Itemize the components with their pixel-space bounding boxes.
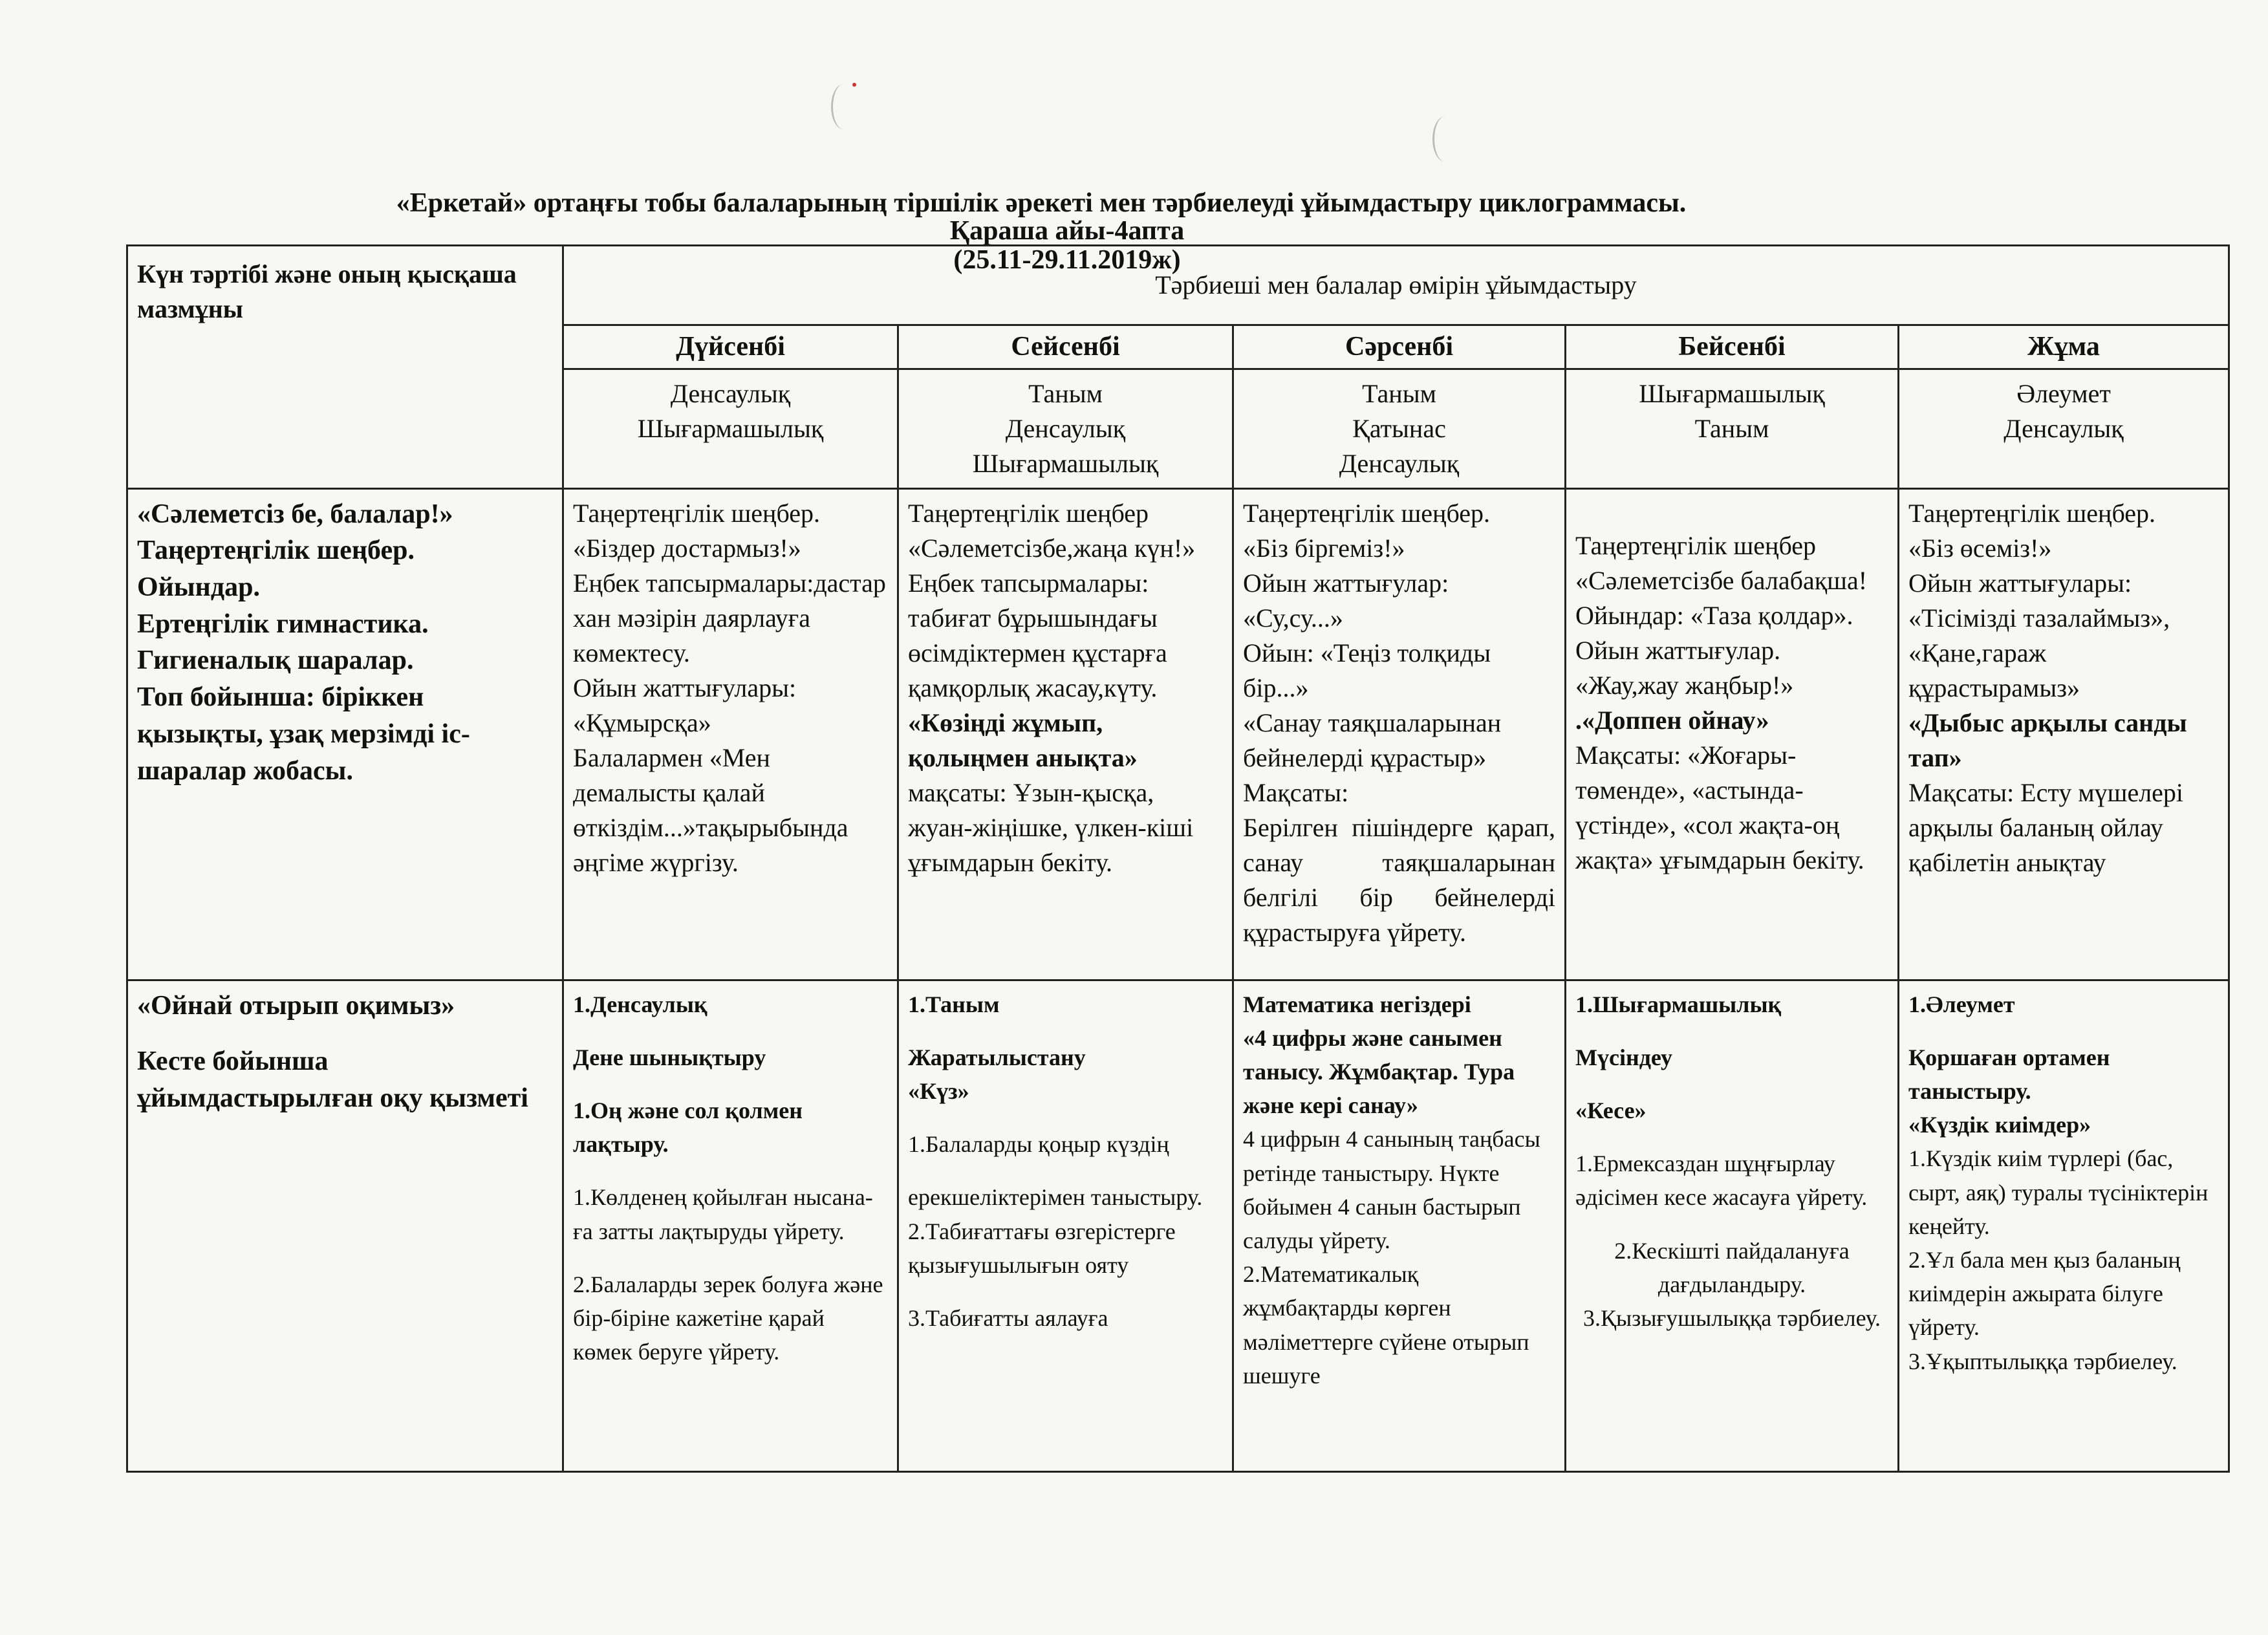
day-header-monday: Дүйсенбі [563,325,898,369]
cell-line: Ойын жаттығулар: «Су,су...» [1243,568,1449,633]
span-header: Тәрбиеші мен балалар өмірін ұйымдастыру [563,246,2229,325]
row-label-line: Топ бойынша: біріккен қызықты, ұзақ мерзімді іс-шаралар жобасы. [137,682,470,786]
cell-line: Мүсіндеу [1575,1044,1672,1070]
cell-line: «Дыбыс арқылы санды тап» [1908,708,2187,772]
spacer [908,1021,1223,1041]
area-label: Қатынас [1352,413,1446,443]
area-label: Әлеумет [2016,378,2111,408]
cell-line: Дене шынықтыру [573,1044,766,1070]
document-subtitle-month: Қараша айы-4апта [949,216,1185,246]
area-label: Денсаулық [670,378,791,408]
cell-lessons-friday [1899,980,2229,1471]
cell-line: Жаратылыстану [908,1044,1086,1070]
corner-header: Күн тәртібі және оның қысқаша мазмұны [127,246,563,489]
cell-line: Таңертеңгілік шеңбер. [1908,498,2156,528]
cell-line: «Біз біргеміз!» [1243,533,1405,563]
document-title: «Еркетай» ортаңғы тобы балаларының тіршілік әрекеті мен тәрбиелеуді ұйымдастыру циклограммасы. [396,188,1687,218]
cell-line: 1.Ермексаздан шұңғырлау әдісімен кесе жасауға үйрету. [1575,1151,1868,1211]
cell-line: мақсаты: Ұзын-қысқа, жуан-жіңішке, үлкен-кіші ұғымдарын бекіту. [908,777,1194,877]
cell-lessons-thursday [1566,980,1899,1471]
cell-line: «Көзіңді жұмып, қолыңмен анықта» [908,708,1138,772]
area-label: Денсаулық [2003,413,2124,443]
cell-line: Мақсаты: Есту мүшелері арқылы баланың ойлау қабілетін анықтау [1908,777,2184,877]
area-label: Шығармашылық [972,448,1159,478]
row-label-line: Гигиеналық шаралар. [137,645,414,676]
cell-line: 1.Көлденең қойылған нысана-ға затты лақтыруды үйрету. [573,1184,873,1244]
scan-mark [1432,116,1458,162]
cell-line: Мақсаты: [1243,777,1349,807]
cell-line: «Біздер достармыз!» [573,533,801,563]
spacer [573,1248,888,1268]
area-label: Денсаулық [1339,448,1460,478]
cell-line: Қоршаған ортамен таныстыру. [1908,1044,2110,1105]
cell-line: Таңертеңгілік шеңбер [908,498,1149,528]
cell-line: 1.Шығармашылық [1575,991,1782,1017]
area-label: Таным [1694,413,1769,443]
cell-line: Математика негіздері [1243,991,1471,1017]
day-header-wednesday: Сәрсенбі [1233,325,1566,369]
cyclogram-table [126,244,2230,1473]
area-label: Денсаулық [1005,413,1126,443]
cell-line: «Біз өсеміз!» [1908,533,2052,563]
cell-line: 3.Табиғатты аялауға [908,1305,1108,1331]
cell-lessons-monday [563,980,898,1471]
cell-line: Балалармен «Мен демалысты қалай өткіздім...»тақырыбында әңгіме жүргізу. [573,742,848,877]
cell-morning-friday [1899,488,2229,980]
areas-thursday [1566,369,1899,488]
cell-line: 1.Күздік киім түрлері (бас, сырт, аяқ) туралы түсініктерін кеңейту. [1908,1145,2209,1239]
row-label-line: «Сәлеметсіз бе, балалар!» [137,499,453,529]
cell-line: 2.Ұл бала мен қыз баланың киімдерін ажырата білуге үйрету. [1908,1247,2181,1341]
scan-dot [852,83,856,87]
spacer [1575,1074,1888,1094]
cell-line: «Санау таяқшаларынан бейнелерді құрастыр» [1243,708,1502,772]
row-label-line: «Ойнай отырып оқимыз» [137,990,455,1021]
row-label-morning [127,488,563,980]
cell-line: Ойындар: «Таза қолдар». Ойын жаттығулар. [1575,600,1853,665]
cell-line: Таңертеңгілік шеңбер. [1243,498,1491,528]
cell-line: Мақсаты: «Жоғары-төменде», «астында-үстінде», «сол жақта-оң жақта» ұғымдарын бекіту. [1575,740,1864,874]
row-label-line: Ертеңгілік гимнастика. [137,609,429,639]
cell-line: 2.Табиғаттағы өзгерістерге қызығушылығын ояту [908,1218,1176,1278]
day-header-friday: Жұма [1899,325,2229,369]
cell-line: Еңбек тапсырмалары:дастар хан мәзірін даярлауға көмектесу. [573,568,886,667]
cell-line: 1.Әлеумет [1908,991,2015,1017]
row-label-line: Кесте бойынша ұйымдастырылған оқу қызметі [137,1046,528,1114]
areas-wednesday [1233,369,1566,488]
spacer [573,1161,888,1180]
cell-line: 1.Оң және сол қолмен лақтыру. [573,1098,803,1158]
row-label-line: Таңертеңгілік шеңбер. [137,536,415,566]
cell-line: 2.Математикалық жұмбақтарды көрген мәліметтерге сүйене отырып шешуге [1243,1261,1529,1389]
cell-line: 3.Қызығушылыққа тәрбиелеу. [1582,1305,1881,1331]
area-label: Таным [1362,378,1436,408]
cell-line: «Күздік киімдер» [1908,1112,2091,1138]
areas-tuesday [898,369,1233,488]
spacer [573,1021,888,1041]
cell-line: Таңертеңгілік шеңбер [1575,530,1817,560]
day-header-tuesday: Сейсенбі [898,325,1233,369]
cell-line: «Сәлеметсізбе,жаңа күн!» [908,533,1196,563]
spacer [137,1024,553,1043]
spacer [1575,1215,1888,1234]
day-header-thursday: Бейсенбі [1566,325,1899,369]
areas-friday [1899,369,2229,488]
cell-line: Берілген пішіндерге қарап, санау таяқшаларынан белгілі бір бейнелерді құрастыруға үйрету. [1243,812,1555,947]
scan-mark [831,84,856,129]
area-label: Таным [1028,378,1103,408]
spacer [908,1108,1223,1127]
cell-line: «Сәлеметсізбе балабақша! [1575,565,1868,595]
cell-line: Таңертеңгілік шеңбер. [573,498,821,528]
cell-line: 1.Балаларды қоңыр күздің [908,1131,1169,1158]
row-label-lessons [127,980,563,1471]
cell-line: 2.Балаларды зерек болуға және бір-біріне кажетіне қарай көмек беруге үйрету. [573,1271,883,1365]
document-subtitle-dates: (25.11-29.11.2019ж) [953,245,1181,275]
cell-line: 4 цифрын 4 санының таңбасы ретінде таныстыру. Нүкте бойымен 4 санын бастырып салуды үйрету. [1243,1126,1540,1253]
area-label: Шығармашылық [637,413,824,443]
cell-line: «Кесе» [1575,1098,1647,1124]
spacer [1575,1021,1888,1041]
cell-morning-tuesday [898,488,1233,980]
cell-lessons-tuesday [898,980,1233,1471]
cell-lessons-wednesday [1233,980,1566,1471]
cell-line: «Жау,жау жаңбыр!» [1575,670,1794,700]
spacer [1575,1127,1888,1147]
cell-line: Ойын жаттығулары: «Тісімізді тазалаймыз», «Қане,гараж құрастырамыз» [1908,568,2170,702]
cell-line: «4 цифры және санымен танысу. Жұмбақтар. Тура және кері санау» [1243,1024,1515,1119]
spacer [1908,1021,2219,1041]
cell-morning-wednesday [1233,488,1566,980]
spacer [908,1282,1223,1301]
cell-line: .«Доппен ойнау» [1575,705,1769,735]
cell-line: 3.Ұқыптылыққа тәрбиелеу. [1908,1348,2177,1374]
cell-line: 1.Таным [908,991,1000,1017]
cell-line: Ойын жаттығулары: «Құмырсқа» [573,673,797,737]
areas-monday [563,369,898,488]
cell-line: 2.Кескішті пайдалануға дағдыландыру. [1614,1237,1850,1297]
spacer [908,1161,1223,1180]
cell-line: Ойын: «Теңіз толқиды бір...» [1243,638,1491,702]
spacer [573,1074,888,1094]
cell-line: «Күз» [908,1078,969,1105]
cell-line: 1.Денсаулық [573,991,707,1017]
cell-line: ерекшеліктерімен таныстыру. [908,1184,1203,1211]
row-label-line: Ойындар. [137,572,260,603]
cell-line: Еңбек тапсырмалары: табиғат бұрышындағы өсімдіктермен құстарға қамқорлық жасау,күту. [908,568,1167,702]
cell-morning-monday [563,488,898,980]
area-label: Шығармашылық [1639,378,1825,408]
cell-morning-thursday [1566,488,1899,980]
